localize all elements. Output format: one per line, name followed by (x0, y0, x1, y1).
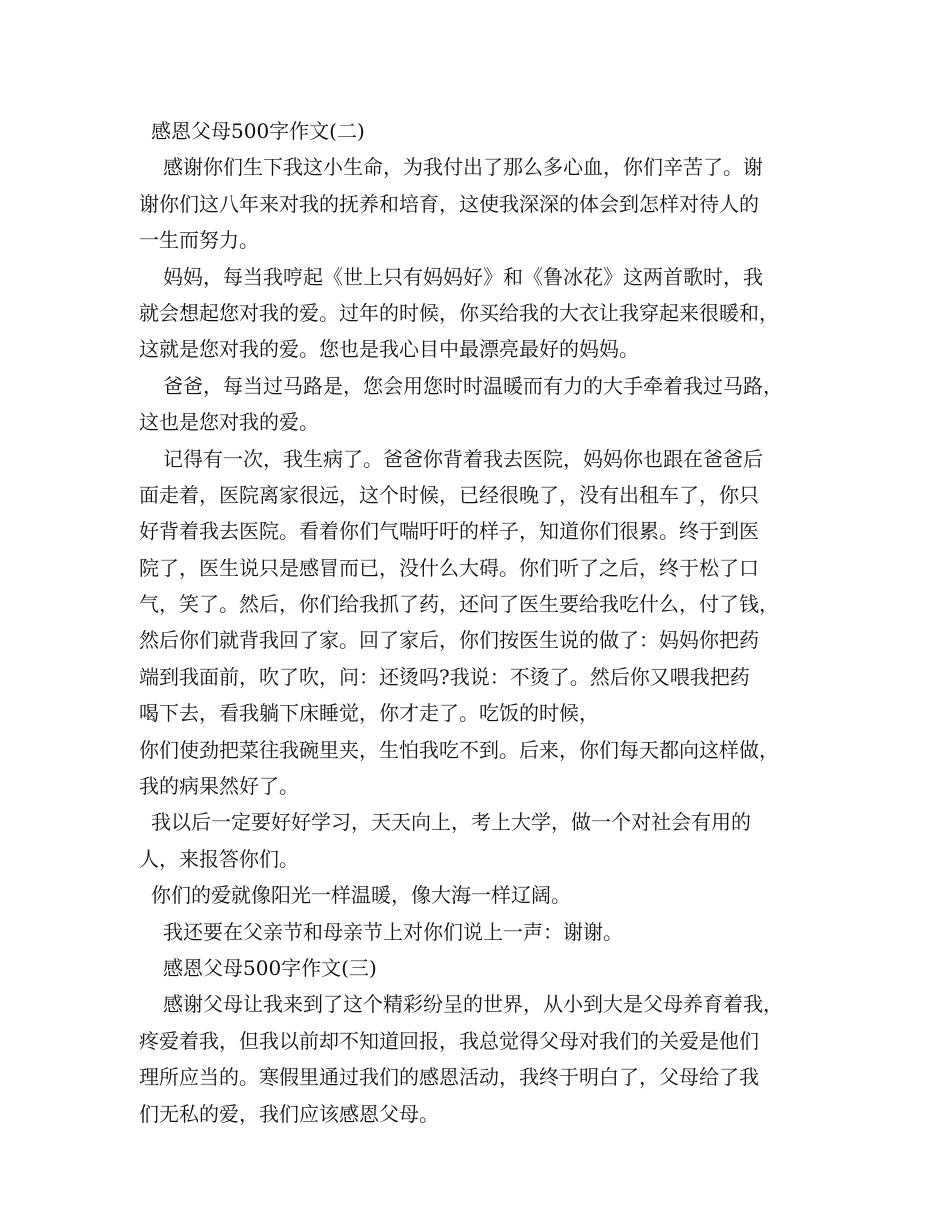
text-line: 喝下去，看我躺下床睡觉，你才走了。吃饭的时候， (139, 701, 599, 726)
text-line: 就会想起您对我的爱。过年的时候，你买给我的大衣让我穿起来很暖和， (139, 300, 779, 325)
text-line: 理所应当的。寒假里通过我们的感恩活动，我终于明白了，父母给了我 (139, 1065, 759, 1090)
text-line: 记得有一次，我生病了。爸爸你背着我去医院，妈妈你也跟在爸爸后 (163, 446, 763, 471)
text-line: 然后你们就背我回了家。回了家后，你们按医生说的做了：妈妈你把药 (139, 628, 759, 653)
text-line: 我还要在父亲节和母亲节上对你们说上一声：谢谢。 (163, 919, 623, 944)
text-line: 好背着我去医院。看着你们气喘吁吁的样子，知道你们很累。终于到医 (139, 519, 759, 544)
text-line: 们无私的爱，我们应该感恩父母。 (139, 1101, 439, 1126)
text-line: 感谢你们生下我这小生命，为我付出了那么多心血，你们辛苦了。谢 (163, 155, 763, 180)
text-line: 感谢父母让我来到了这个精彩纷呈的世界，从小到大是父母养育着我， (163, 992, 783, 1017)
text-line: 你们的爱就像阳光一样温暖，像大海一样辽阔。 (151, 883, 571, 908)
text-line: 人，来报答你们。 (139, 846, 299, 871)
text-line: 妈妈，每当我哼起《世上只有妈妈好》和《鲁冰花》这两首歌时，我 (163, 264, 763, 289)
text-line: 一生而努力。 (139, 228, 259, 253)
text-line: 感恩父母500字作文(三) (163, 955, 377, 980)
text-line: 端到我面前，吹了吹，问：还烫吗?我说：不烫了。然后你又喂我把药 (139, 664, 750, 689)
text-line: 院了，医生说只是感冒而已，没什么大碍。你们听了之后，终于松了口 (139, 555, 759, 580)
text-line: 感恩父母500字作文(二) (151, 119, 365, 143)
text-line: 爸爸，每当过马路是，您会用您时时温暖而有力的大手牵着我过马路， (163, 373, 783, 398)
text-line: 这就是您对我的爱。您也是我心目中最漂亮最好的妈妈。 (139, 337, 639, 362)
text-line: 这也是您对我的爱。 (139, 410, 319, 435)
text-line: 谢你们这八年来对我的抚养和培育，这使我深深的体会到怎样对待人的 (139, 191, 759, 216)
document-body (139, 113, 829, 1132)
text-line: 气，笑了。然后，你们给我抓了药，还问了医生要给我吃什么，付了钱， (139, 592, 779, 617)
text-line: 你们使劲把菜往我碗里夹，生怕我吃不到。后来，你们每天都向这样做， (139, 737, 779, 762)
text-line: 面走着，医院离家很远，这个时候，已经很晚了，没有出租车了，你只 (139, 482, 759, 507)
text-line: 我的病果然好了。 (139, 774, 299, 799)
text-line: 我以后一定要好好学习，天天向上，考上大学，做一个对社会有用的 (151, 810, 751, 835)
text-line: 疼爱着我，但我以前却不知道回报，我总觉得父母对我们的关爱是他们 (139, 1028, 759, 1053)
